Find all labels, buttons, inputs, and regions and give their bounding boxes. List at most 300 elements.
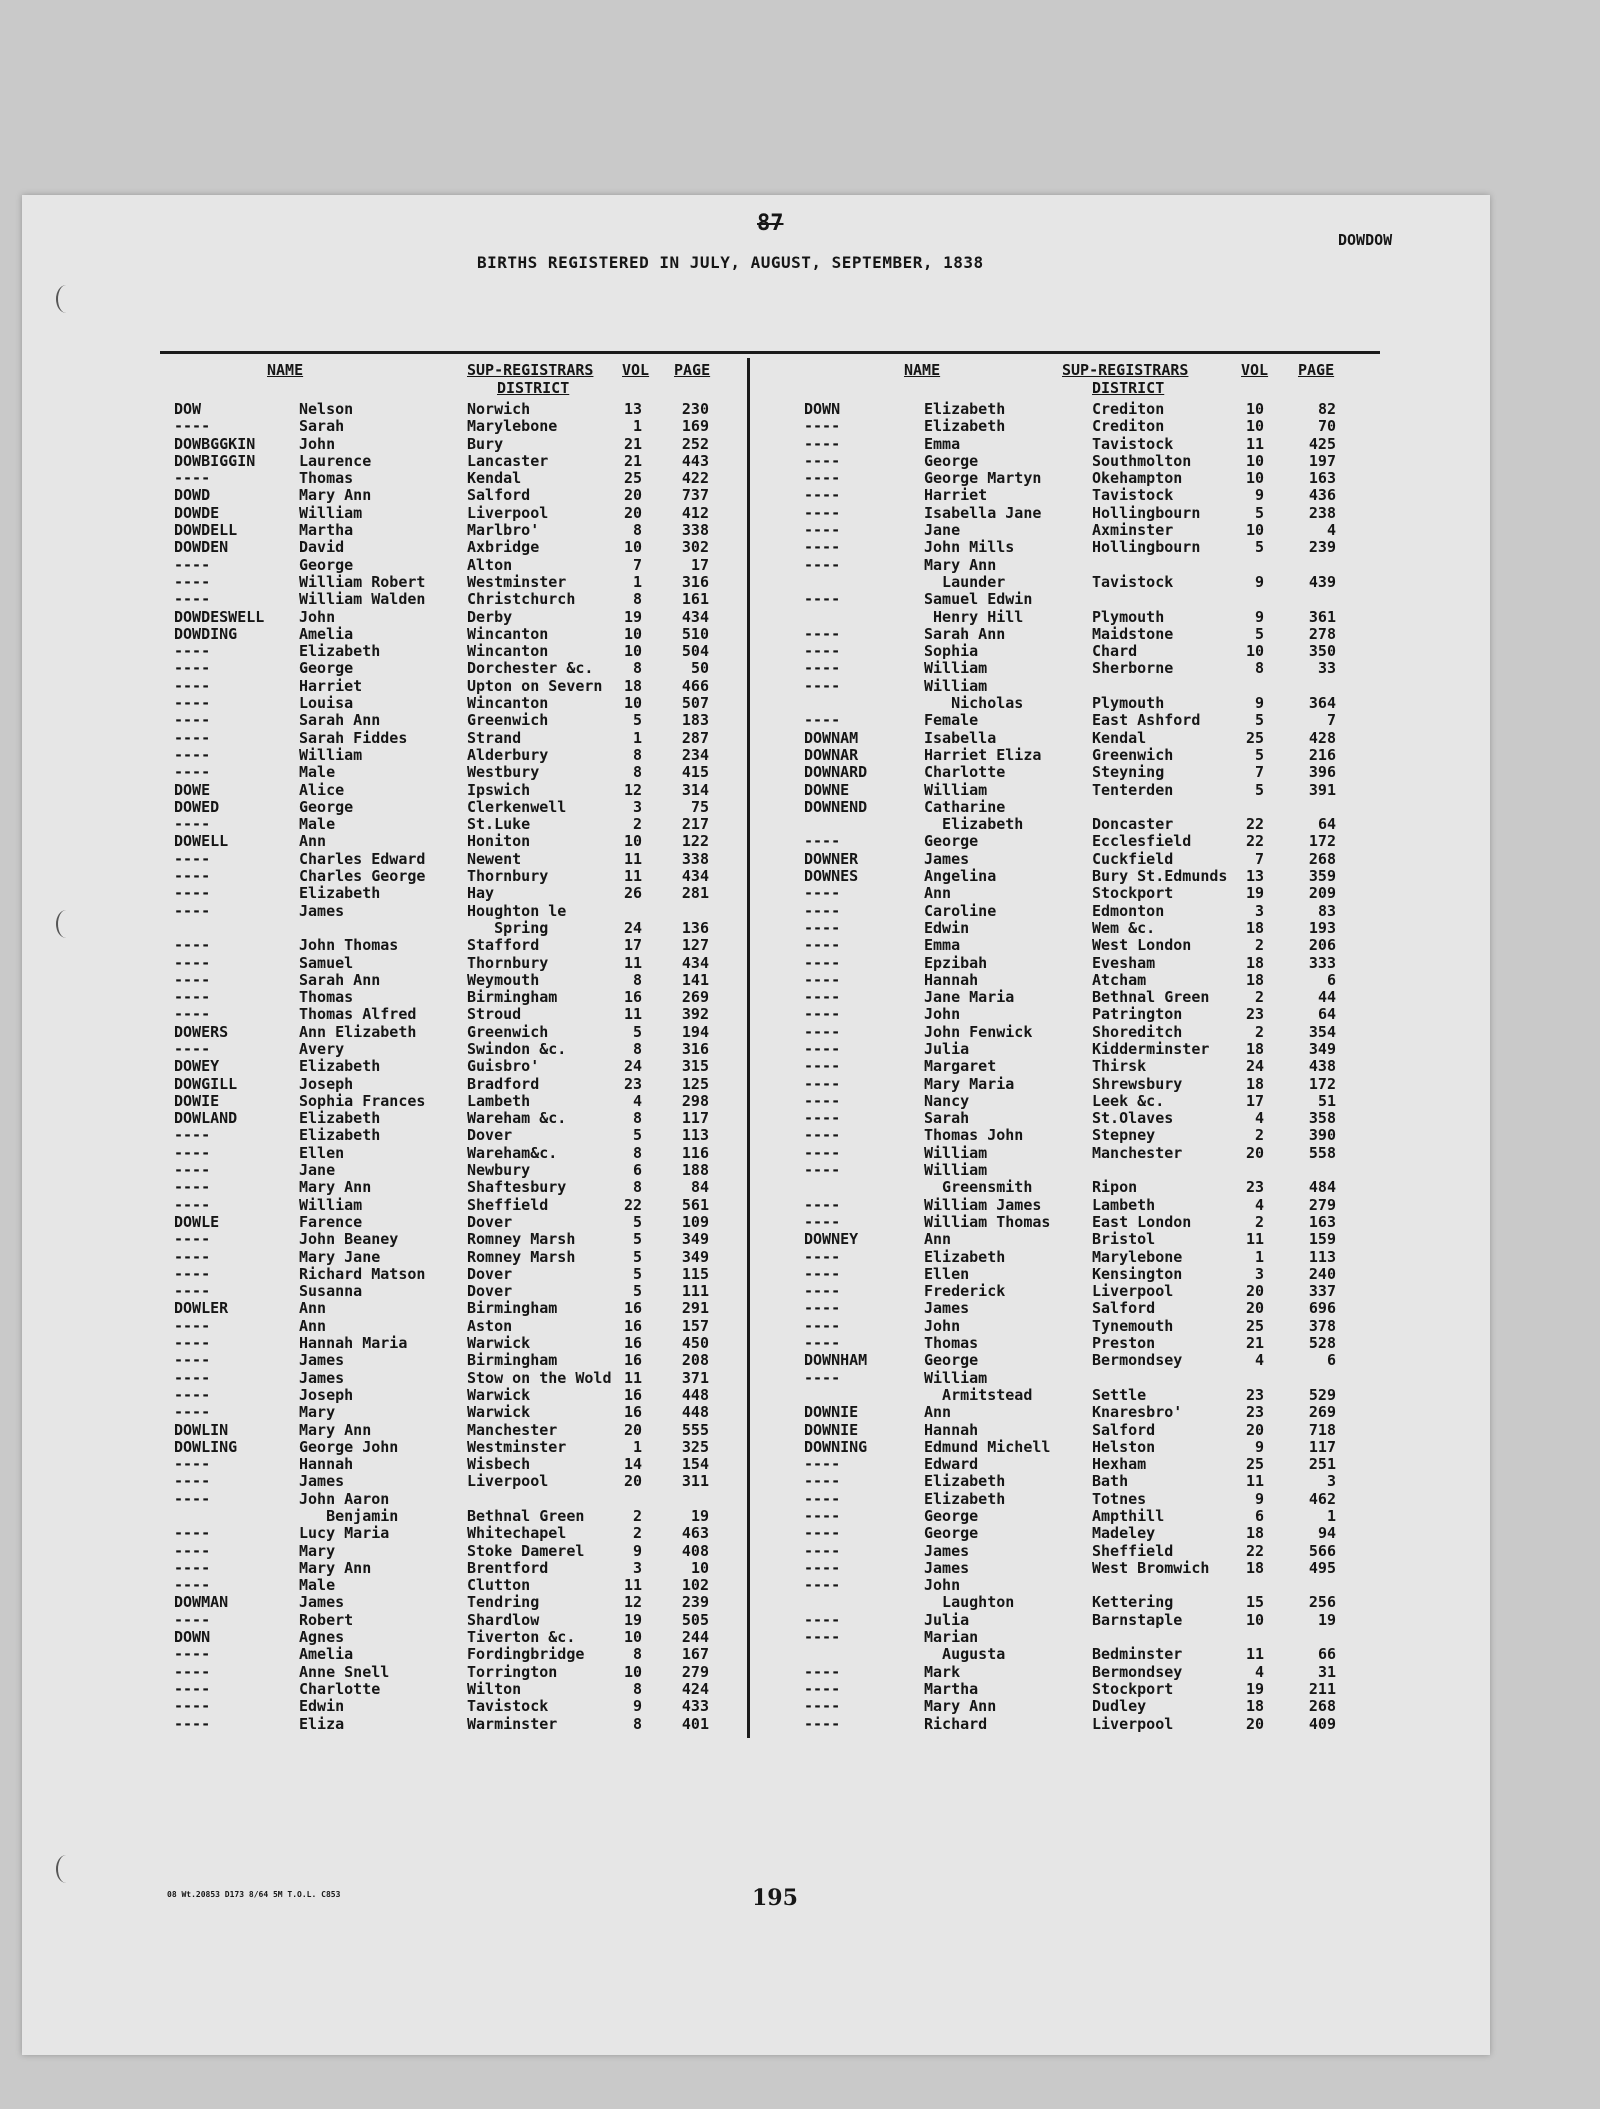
table-row xyxy=(152,972,742,989)
table-row xyxy=(774,1594,1374,1611)
forename-cell: William James xyxy=(924,1195,1042,1214)
table-row xyxy=(152,833,742,850)
table-row xyxy=(152,1162,742,1179)
surname-cell: DOWE xyxy=(174,780,211,799)
table-row xyxy=(152,1404,742,1421)
table-row xyxy=(152,1318,742,1335)
volume-cell: 11 xyxy=(623,1368,642,1387)
district-cell: Manchester xyxy=(467,1420,558,1439)
page-cell: 371 xyxy=(681,1368,709,1387)
surname-cell: DOWNAM xyxy=(804,728,859,747)
table-row xyxy=(774,782,1374,799)
district-cell: Plymouth xyxy=(1092,607,1165,626)
forename-cell: William xyxy=(924,659,988,678)
surname-cell: ---- xyxy=(804,936,841,955)
page-cell: 443 xyxy=(681,451,709,470)
page-cell: 316 xyxy=(681,572,709,591)
district-cell: Atcham xyxy=(1092,970,1147,989)
volume-cell: 16 xyxy=(623,1334,642,1353)
table-row xyxy=(774,1629,1374,1646)
forename-cell: Ellen xyxy=(924,1264,970,1283)
district-cell: Bethnal Green xyxy=(1092,988,1210,1007)
table-row xyxy=(152,1335,742,1352)
forename-cell: Elizabeth xyxy=(299,642,381,661)
volume-cell: 6 xyxy=(1254,1507,1264,1525)
volume-cell: 4 xyxy=(1254,1109,1264,1128)
district-cell: Birmingham xyxy=(467,1351,558,1370)
forename-cell: Nancy xyxy=(924,1091,970,1110)
forename-cell: Emma xyxy=(924,434,961,453)
table-row xyxy=(774,1179,1374,1196)
forename-cell: Male xyxy=(299,763,336,782)
volume-cell: 8 xyxy=(632,1039,642,1058)
page-cell: 230 xyxy=(681,400,709,418)
table-row xyxy=(774,453,1374,470)
page-cell: 163 xyxy=(1308,1212,1336,1231)
page-cell: 507 xyxy=(681,694,709,713)
district-cell: Preston xyxy=(1092,1334,1156,1353)
forename-cell: Louisa xyxy=(299,694,354,713)
table-row xyxy=(774,1525,1374,1542)
page-cell: 256 xyxy=(1308,1593,1336,1612)
forename-cell: James xyxy=(924,1558,970,1577)
surname-cell: DOWDESWELL xyxy=(174,607,265,626)
surname-cell: ---- xyxy=(804,521,841,540)
forename-cell: Male xyxy=(299,1576,336,1595)
table-row xyxy=(774,1058,1374,1075)
page-cell: 154 xyxy=(681,1455,709,1474)
surname-cell: DOWBGGKIN xyxy=(174,434,256,453)
surname-cell: ---- xyxy=(804,901,841,920)
forename-cell: Charlotte xyxy=(299,1679,381,1698)
surname-cell: ---- xyxy=(804,970,841,989)
forename-cell: Hannah xyxy=(299,1455,354,1474)
table-row xyxy=(152,1422,742,1439)
district-cell: Lambeth xyxy=(1092,1195,1156,1214)
forename-cell: Richard Matson xyxy=(299,1264,426,1283)
table-row xyxy=(152,1560,742,1577)
volume-cell: 10 xyxy=(1245,400,1264,418)
volume-cell: 10 xyxy=(623,538,642,557)
volume-cell: 2 xyxy=(632,1507,642,1525)
surname-cell: ---- xyxy=(804,832,841,851)
forename-cell: Nicholas xyxy=(924,694,1024,713)
volume-cell: 1 xyxy=(632,728,642,747)
forename-cell: Greensmith xyxy=(924,1178,1033,1197)
volume-cell: 24 xyxy=(623,1057,642,1076)
table-row xyxy=(152,1214,742,1231)
district-cell: Strand xyxy=(467,728,522,747)
surname-cell: DOWD xyxy=(174,486,211,505)
surname-cell: DOWBIGGIN xyxy=(174,451,256,470)
page-number: 195 xyxy=(752,1885,798,1911)
surname-cell: ---- xyxy=(174,1576,211,1595)
district-cell: Westminster xyxy=(467,572,567,591)
page-cell: 495 xyxy=(1308,1558,1336,1577)
volume-cell: 2 xyxy=(1254,988,1264,1007)
surname-cell: ---- xyxy=(804,1316,841,1335)
table-row xyxy=(774,401,1374,418)
table-row xyxy=(774,1335,1374,1352)
volume-cell: 10 xyxy=(1245,469,1264,488)
forename-cell: Robert xyxy=(299,1610,354,1629)
page-cell: 82 xyxy=(1317,400,1336,418)
volume-cell: 20 xyxy=(1245,1299,1264,1318)
table-row xyxy=(774,920,1374,937)
volume-cell: 23 xyxy=(623,1074,642,1093)
table-row xyxy=(774,643,1374,660)
forename-cell: Martha xyxy=(299,521,354,540)
volume-cell: 20 xyxy=(1245,1282,1264,1301)
page-cell: 438 xyxy=(1308,1057,1336,1076)
volume-cell: 21 xyxy=(623,434,642,453)
volume-cell: 11 xyxy=(623,849,642,868)
district-cell: Plymouth xyxy=(1092,694,1165,713)
forename-cell: Charles George xyxy=(299,867,426,886)
page-cell: 244 xyxy=(681,1628,709,1647)
page-cell: 193 xyxy=(1308,918,1336,937)
volume-cell: 5 xyxy=(632,1282,642,1301)
volume-cell: 10 xyxy=(623,624,642,643)
surname-cell: ---- xyxy=(174,763,211,782)
page-cell: 117 xyxy=(681,1109,709,1128)
page-cell: 510 xyxy=(681,624,709,643)
page-cell: 390 xyxy=(1308,1126,1336,1145)
volume-cell: 18 xyxy=(1245,970,1264,989)
table-row xyxy=(152,1508,742,1525)
forename-cell: James xyxy=(299,1593,345,1612)
page-cell: 159 xyxy=(1308,1230,1336,1249)
page-cell: 361 xyxy=(1308,607,1336,626)
district-cell: Bermondsey xyxy=(1092,1351,1183,1370)
table-row xyxy=(152,1594,742,1611)
volume-cell: 11 xyxy=(1245,1645,1264,1664)
surname-cell: ---- xyxy=(804,1662,841,1681)
forename-cell: John xyxy=(299,607,336,626)
district-cell: Norwich xyxy=(467,400,531,418)
forename-cell: Mary Ann xyxy=(924,1697,997,1716)
forename-cell: Sophia xyxy=(924,642,979,661)
surname-cell: ---- xyxy=(174,1195,211,1214)
district-cell: Shardlow xyxy=(467,1610,540,1629)
forename-cell: Mary Ann xyxy=(299,1558,372,1577)
forename-cell: Hannah xyxy=(924,1420,979,1439)
page-cell: 209 xyxy=(1308,884,1336,903)
forename-cell: William xyxy=(299,745,363,764)
forename-cell: Harriet xyxy=(299,676,363,695)
table-row xyxy=(774,989,1374,1006)
forename-cell: Emma xyxy=(924,936,961,955)
table-row xyxy=(152,557,742,574)
table-row xyxy=(774,505,1374,522)
district-cell: Shoreditch xyxy=(1092,1022,1183,1041)
volume-cell: 8 xyxy=(632,1143,642,1162)
volume-cell: 22 xyxy=(1245,815,1264,834)
volume-cell: 2 xyxy=(1254,1022,1264,1041)
surname-cell: ---- xyxy=(174,555,211,574)
surname-cell: ---- xyxy=(804,486,841,505)
page-cell: 287 xyxy=(681,728,709,747)
district-cell: Birmingham xyxy=(467,988,558,1007)
page-cell: 84 xyxy=(690,1178,709,1197)
page-cell: 102 xyxy=(681,1576,709,1595)
page-cell: 64 xyxy=(1317,815,1336,834)
volume-cell: 1 xyxy=(1254,1247,1264,1266)
page-cell: 252 xyxy=(681,434,709,453)
name-header: NAME xyxy=(904,361,941,379)
page-cell: 94 xyxy=(1317,1524,1336,1543)
volume-cell: 2 xyxy=(1254,1126,1264,1145)
surname-cell: DOWNES xyxy=(804,867,859,886)
volume-cell: 8 xyxy=(632,1178,642,1197)
surname-cell: ---- xyxy=(804,1368,841,1387)
volume-cell: 16 xyxy=(623,1403,642,1422)
page-cell: 51 xyxy=(1317,1091,1336,1110)
table-row xyxy=(152,903,742,920)
page-cell: 83 xyxy=(1317,901,1336,920)
forename-cell: Mary xyxy=(299,1403,336,1422)
table-row xyxy=(774,833,1374,850)
page-cell: 350 xyxy=(1308,642,1336,661)
forename-cell: James xyxy=(299,1472,345,1491)
volume-cell: 25 xyxy=(623,469,642,488)
surname-cell: ---- xyxy=(804,538,841,557)
forename-cell: John Fenwick xyxy=(924,1022,1033,1041)
table-row xyxy=(774,609,1374,626)
page-cell: 208 xyxy=(681,1351,709,1370)
volume-cell: 10 xyxy=(623,832,642,851)
page-cell: 425 xyxy=(1308,434,1336,453)
forename-cell: Ann xyxy=(924,1403,952,1422)
surname-cell: ---- xyxy=(804,1299,841,1318)
page-cell: 116 xyxy=(681,1143,709,1162)
forename-cell: James xyxy=(299,1351,345,1370)
volume-cell: 23 xyxy=(1245,1178,1264,1197)
surname-cell: ---- xyxy=(804,451,841,470)
volume-cell: 19 xyxy=(1245,884,1264,903)
surname-cell: DOWN xyxy=(804,400,841,418)
page-cell: 19 xyxy=(1317,1610,1336,1629)
district-cell: Stockport xyxy=(1092,884,1174,903)
forename-cell: George xyxy=(924,1351,979,1370)
surname-cell: ---- xyxy=(174,642,211,661)
forename-cell: Elizabeth xyxy=(924,1489,1006,1508)
table-row xyxy=(152,1698,742,1715)
surname-cell: ---- xyxy=(174,1368,211,1387)
table-row xyxy=(152,522,742,539)
table-row xyxy=(152,1024,742,1041)
surname-cell: DOWGILL xyxy=(174,1074,238,1093)
volume-cell: 5 xyxy=(632,1212,642,1231)
volume-cell: 25 xyxy=(1245,1316,1264,1335)
district-cell: Crediton xyxy=(1092,400,1165,418)
surname-cell: ---- xyxy=(174,711,211,730)
volume-cell: 19 xyxy=(623,1610,642,1629)
surname-cell: DOWMAN xyxy=(174,1593,229,1612)
forename-cell: Mary Ann xyxy=(924,555,997,574)
forename-cell: Elizabeth xyxy=(299,1126,381,1145)
district-cell: Ampthill xyxy=(1092,1507,1165,1525)
district-cell: Houghton le xyxy=(467,901,567,920)
table-row xyxy=(774,1491,1374,1508)
forename-cell: Ellen xyxy=(299,1143,345,1162)
surname-cell: ---- xyxy=(804,1091,841,1110)
page-cell: 737 xyxy=(681,486,709,505)
table-row xyxy=(152,799,742,816)
district-cell: Tynemouth xyxy=(1092,1316,1174,1335)
forename-cell: Epzibah xyxy=(924,953,988,972)
district-cell: Dover xyxy=(467,1282,513,1301)
district-cell: Whitechapel xyxy=(467,1524,567,1543)
district-cell: Wincanton xyxy=(467,642,549,661)
surname-cell: ---- xyxy=(174,1455,211,1474)
page-cell: 161 xyxy=(681,590,709,609)
table-row xyxy=(152,1093,742,1110)
forename-cell: Thomas xyxy=(299,988,354,1007)
surname-cell: ---- xyxy=(174,815,211,834)
surname-cell: ---- xyxy=(804,1489,841,1508)
page-cell: 337 xyxy=(1308,1282,1336,1301)
volume-cell: 5 xyxy=(632,1022,642,1041)
district-cell: Ipswich xyxy=(467,780,531,799)
page-cell: 122 xyxy=(681,832,709,851)
district-cell: Shaftesbury xyxy=(467,1178,567,1197)
volume-cell: 3 xyxy=(632,1558,642,1577)
volume-cell: 10 xyxy=(623,1662,642,1681)
page-cell: 561 xyxy=(681,1195,709,1214)
volume-cell: 18 xyxy=(1245,1039,1264,1058)
forename-cell: John xyxy=(924,1005,961,1024)
table-row xyxy=(774,1093,1374,1110)
table-row xyxy=(774,1456,1374,1473)
left-rows xyxy=(152,401,742,1733)
surname-cell: ---- xyxy=(804,1507,841,1525)
table-row xyxy=(152,1681,742,1698)
district-cell: Stroud xyxy=(467,1005,522,1024)
volume-cell: 20 xyxy=(1245,1143,1264,1162)
table-row xyxy=(774,851,1374,868)
district-cell: Liverpool xyxy=(1092,1714,1174,1733)
district-cell: Bedminster xyxy=(1092,1645,1183,1664)
volume-cell: 8 xyxy=(632,659,642,678)
page-cell: 484 xyxy=(1308,1178,1336,1197)
surname-cell: ---- xyxy=(174,1541,211,1560)
table-row xyxy=(152,747,742,764)
volume-cell: 11 xyxy=(623,953,642,972)
forename-cell: Anne Snell xyxy=(299,1662,390,1681)
forename-cell: Frederick xyxy=(924,1282,1006,1301)
forename-cell: Elizabeth xyxy=(924,815,1024,834)
index-code: DOWDOW xyxy=(1338,231,1393,249)
district-cell: Clerkenwell xyxy=(467,797,567,816)
district-cell: Cuckfield xyxy=(1092,849,1174,868)
surname-cell: ---- xyxy=(804,711,841,730)
table-row xyxy=(774,1422,1374,1439)
volume-cell: 8 xyxy=(632,590,642,609)
volume-cell: 7 xyxy=(632,555,642,574)
surname-cell: DOWNAR xyxy=(804,745,859,764)
volume-cell: 24 xyxy=(1245,1057,1264,1076)
table-row xyxy=(152,1058,742,1075)
table-row xyxy=(152,955,742,972)
forename-cell: Julia xyxy=(924,1039,970,1058)
table-row xyxy=(774,626,1374,643)
surname-cell: DOWLE xyxy=(174,1212,220,1231)
volume-cell: 3 xyxy=(1254,1264,1264,1283)
page-cell: 358 xyxy=(1308,1109,1336,1128)
page-cell: 269 xyxy=(1308,1403,1336,1422)
table-row xyxy=(774,1352,1374,1369)
table-row xyxy=(152,1266,742,1283)
district-cell: Kendal xyxy=(467,469,522,488)
page-cell: 316 xyxy=(681,1039,709,1058)
forename-cell: William xyxy=(299,503,363,522)
volume-cell: 18 xyxy=(623,676,642,695)
volume-cell: 9 xyxy=(1254,1437,1264,1456)
table-row xyxy=(152,660,742,677)
surname-cell: DOWNEY xyxy=(804,1230,859,1249)
page-cell: 396 xyxy=(1308,763,1336,782)
surname-cell: DOWNER xyxy=(804,849,859,868)
volume-cell: 22 xyxy=(1245,1541,1264,1560)
page-title: BIRTHS REGISTERED IN JULY, AUGUST, SEPTEMBER, 1838 xyxy=(477,253,984,272)
district-cell: Salford xyxy=(1092,1420,1156,1439)
table-row xyxy=(774,1473,1374,1490)
page-cell: 349 xyxy=(681,1247,709,1266)
page-cell: 279 xyxy=(681,1662,709,1681)
surname-cell: ---- xyxy=(804,1610,841,1629)
volume-cell: 25 xyxy=(1245,728,1264,747)
page-cell: 111 xyxy=(681,1282,709,1301)
district-cell: Dorchester &c. xyxy=(467,659,594,678)
forename-cell: Caroline xyxy=(924,901,997,920)
forename-cell: Elizabeth xyxy=(299,884,381,903)
district-cell: Christchurch xyxy=(467,590,576,609)
table-row xyxy=(152,1473,742,1490)
volume-cell: 13 xyxy=(623,400,642,418)
page-cell: 528 xyxy=(1308,1334,1336,1353)
vol-header: VOL xyxy=(1241,361,1269,379)
forename-cell: Joseph xyxy=(299,1385,354,1404)
district-cell: Thirsk xyxy=(1092,1057,1147,1076)
surname-cell: ---- xyxy=(174,1282,211,1301)
forename-cell: William xyxy=(299,1195,363,1214)
forename-cell: Hannah Maria xyxy=(299,1334,408,1353)
volume-cell: 13 xyxy=(1245,867,1264,886)
table-row xyxy=(152,920,742,937)
volume-cell: 9 xyxy=(1254,1489,1264,1508)
surname-cell: DOWDELL xyxy=(174,521,238,540)
volume-cell: 23 xyxy=(1245,1403,1264,1422)
page-header: PAGE xyxy=(674,361,711,379)
page-cell: 338 xyxy=(681,521,709,540)
district-cell: Hay xyxy=(467,884,495,903)
page-cell: 216 xyxy=(1308,745,1336,764)
forename-cell: John Thomas xyxy=(299,936,399,955)
forename-cell: Susanna xyxy=(299,1282,363,1301)
table-row xyxy=(774,764,1374,781)
district-cell: Shrewsbury xyxy=(1092,1074,1183,1093)
page-cell: 70 xyxy=(1317,417,1336,436)
page-cell: 188 xyxy=(681,1161,709,1180)
volume-cell: 10 xyxy=(1245,417,1264,436)
page-cell: 434 xyxy=(681,867,709,886)
district-cell: Fordingbridge xyxy=(467,1645,585,1664)
table-row xyxy=(152,626,742,643)
volume-cell: 20 xyxy=(623,1472,642,1491)
forename-cell: Jane Maria xyxy=(924,988,1015,1007)
volume-cell: 1 xyxy=(632,572,642,591)
